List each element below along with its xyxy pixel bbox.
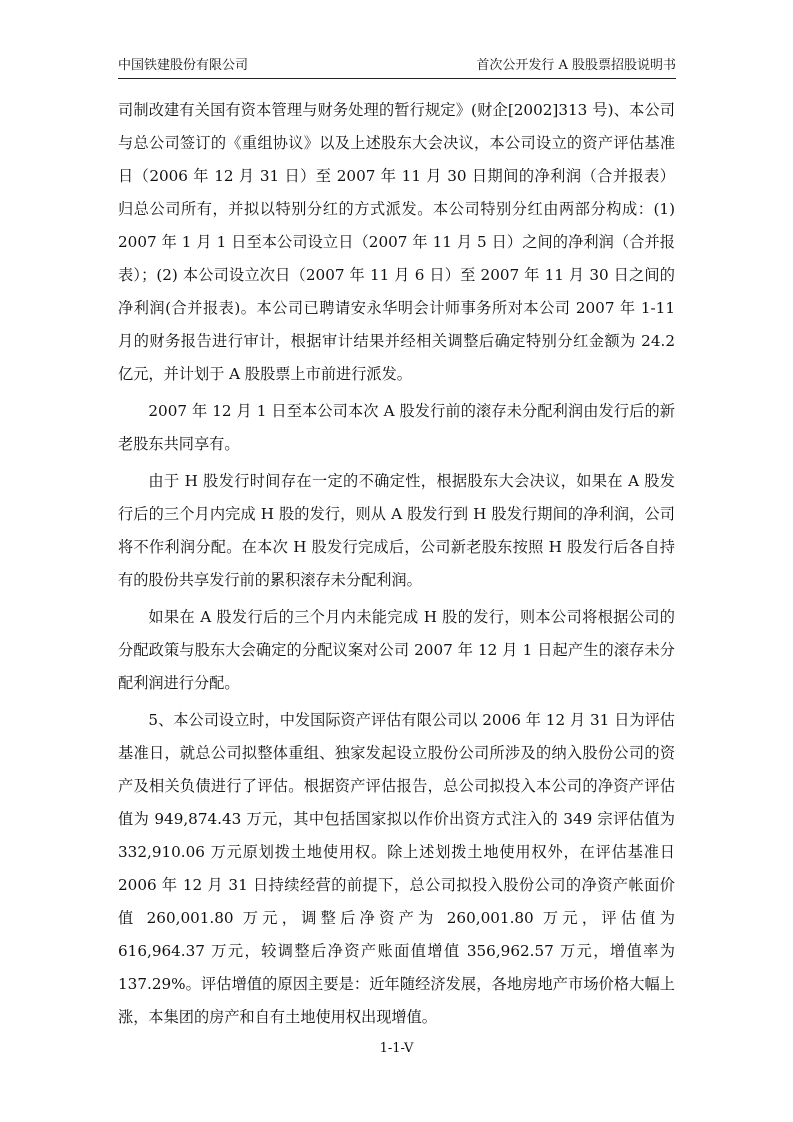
page-header xyxy=(118,57,676,77)
paragraph-h-share-not-completed: 如果在 A 股发行后的三个月内未能完成 H 股的发行，则本公司将根据公司的分配政策与股东大会确定的分配议案对公司 2007 年 12 月 1 日起产生的滚存未分配利润进行分配。 xyxy=(118,608,675,692)
document-body xyxy=(118,94,675,1034)
header-divider xyxy=(118,78,676,79)
page-number: 1-1-V xyxy=(379,1041,414,1056)
paragraph-asset-valuation: 5、本公司设立时，中发国际资产评估有限公司以 2006 年 12 月 31 日为评估基准日，就总公司拟整体重组、独家发起设立股份公司所涉及的纳入股份公司的资产及相关负债进行了评估。根据资产评估报告，总公司拟投入本公司的净资产评估值为 949,874.43 万元，其中包括国家拟以作价出资方式注入的 349 宗评估值为 332,910.06 万元原划拨土地使用权。除上述划拨土地使用权外，在评估基准日 2006 年 12 月 31 日持续经营的前提下，总公司拟投入股份公司的净资产帐面价值 260,001.80 万元，调整后净资产为 260,001.80 万元，评估值为 616,964.37 万元，较调整后净资产账面值增值 356,962.57 万元，增值率为 137.29%。评估增值的原因主要是：近年随经济发展，各地房地产市场价格大幅上涨，本集团的房产和自有土地使用权出现增值。 xyxy=(118,711,675,1026)
paragraph-retained-earnings: 2007 年 12 月 1 日至本公司本次 A 股发行前的滚存未分配利润由发行后的新老股东共同享有。 xyxy=(118,402,675,453)
paragraph-continuation: 司制改建有关国有资本管理与财务处理的暂行规定》(财企[2002]313 号)、本公司与总公司签订的《重组协议》以及上述股东大会决议，本公司设立的资产评估基准日（2006 年 12 月 31 日）至 2007 年 11 月 30 日期间的净利润（合并报表）归总公司所有，并拟以特别分红的方式派发。本公司特别分红由两部分构成：(1) 2007 年 1 月 1 日至本公司设立日（2007 年 11 月 5 日）之间的净利润（合并报表）；(2) 本公司设立次日（2007 年 11 月 6 日）至 2007 年 11 月 30 日之间的净利润(合并报表)。本公司已聘请安永华明会计师事务所对本公司 2007 年 1-11 月的财务报告进行审计，根据审计结果并经相关调整后确定特别分红金额为 24.2 亿元，并计划于 A 股股票上市前进行派发。 xyxy=(118,101,675,383)
header-document-title: 首次公开发行 A 股股票招股说明书 xyxy=(476,58,676,73)
paragraph-h-share-completed: 由于 H 股发行时间存在一定的不确定性，根据股东大会决议，如果在 A 股发行后的三个月内完成 H 股的发行，则从 A 股发行到 H 股发行期间的净利润，公司将不作利润分配。在本次 H 股发行完成后，公司新老股东按照 H 股发行后各自持有的股份共享发行前的累积滚存未分配利润。 xyxy=(118,472,675,589)
header-company-name: 中国铁建股份有限公司 xyxy=(118,58,249,73)
